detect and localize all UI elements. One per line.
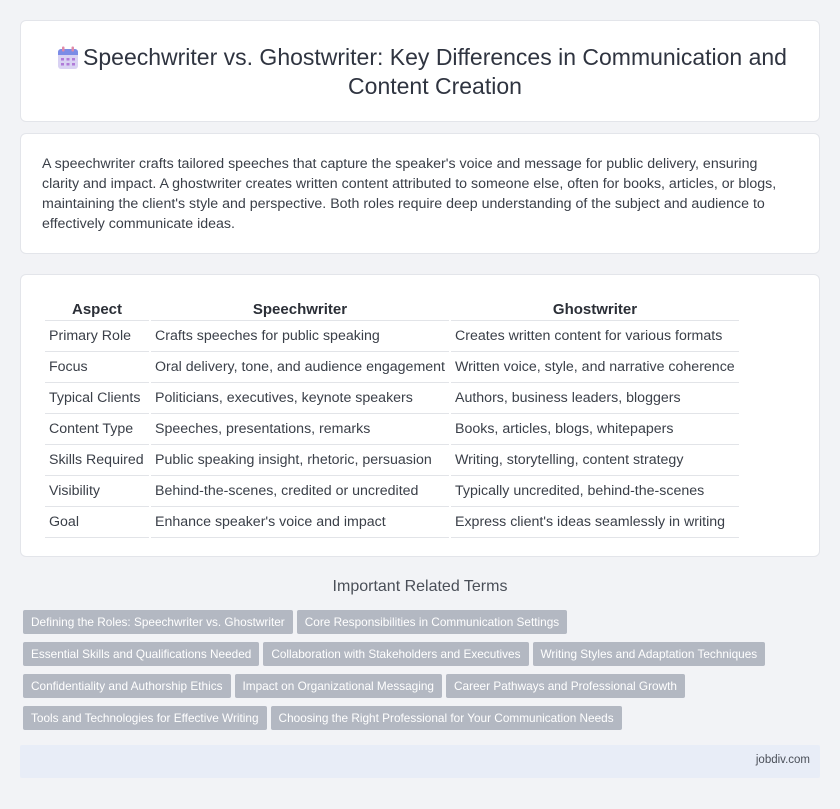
aspect-cell: Goal	[45, 507, 149, 538]
speechwriter-cell: Oral delivery, tone, and audience engagement	[151, 352, 449, 383]
related-terms-heading: Important Related Terms	[332, 578, 508, 595]
ghostwriter-cell: Books, articles, blogs, whitepapers	[451, 414, 739, 445]
footer-site-link[interactable]: jobdiv.com	[755, 754, 810, 766]
table-row	[45, 476, 739, 507]
ghostwriter-cell: Typically uncredited, behind-the-scenes	[451, 476, 739, 507]
ghostwriter-cell: Express client's ideas seamlessly in writing	[451, 507, 739, 538]
related-term-tag[interactable]: Tools and Technologies for Effective Writing	[23, 706, 267, 730]
related-term-tag[interactable]: Collaboration with Stakeholders and Executives	[263, 642, 528, 666]
column-header-ghostwriter: Ghostwriter	[451, 295, 739, 321]
speechwriter-cell: Politicians, executives, keynote speakers	[151, 383, 449, 414]
table-row	[45, 321, 739, 352]
table-row	[45, 414, 739, 445]
table-row	[45, 507, 739, 538]
intro-card	[20, 133, 820, 254]
speechwriter-cell: Behind-the-scenes, credited or uncredited	[151, 476, 449, 507]
table-row	[45, 352, 739, 383]
comparison-card	[20, 274, 820, 557]
related-terms-list	[23, 610, 803, 738]
aspect-cell: Visibility	[45, 476, 149, 507]
column-header-speechwriter: Speechwriter	[151, 295, 449, 321]
related-term-tag[interactable]: Choosing the Right Professional for Your Communication Needs	[271, 706, 622, 730]
related-term-tag[interactable]: Confidentiality and Authorship Ethics	[23, 674, 231, 698]
related-term-tag[interactable]: Core Responsibilities in Communication Settings	[297, 610, 567, 634]
column-header-aspect: Aspect	[45, 295, 149, 321]
speechwriter-cell: Speeches, presentations, remarks	[151, 414, 449, 445]
aspect-cell: Skills Required	[45, 445, 149, 476]
page-title: Speechwriter vs. Ghostwriter: Key Differences in Communication and Content Creation	[83, 44, 787, 99]
intro-paragraph: A speechwriter crafts tailored speeches that capture the speaker's voice and message for public delivery, ensuring clarity and impact. A ghostwriter creates written content attributed to someone else, often for books, articles, or blogs, maintaining the client's style and perspective. Both roles require deep understanding of the subject and audience to effectively communicate ideas.	[42, 156, 777, 232]
related-term-tag[interactable]: Impact on Organizational Messaging	[235, 674, 442, 698]
table-row	[45, 383, 739, 414]
aspect-cell: Content Type	[45, 414, 149, 445]
speechwriter-cell: Enhance speaker's voice and impact	[151, 507, 449, 538]
ghostwriter-cell: Writing, storytelling, content strategy	[451, 445, 739, 476]
table-header-row	[45, 295, 739, 321]
related-term-tag[interactable]: Writing Styles and Adaptation Techniques	[533, 642, 766, 666]
related-term-tag[interactable]: Essential Skills and Qualifications Needed	[23, 642, 259, 666]
aspect-cell: Primary Role	[45, 321, 149, 352]
header-card	[20, 20, 820, 122]
ghostwriter-cell: Authors, business leaders, bloggers	[451, 383, 739, 414]
ghostwriter-cell: Written voice, style, and narrative coherence	[451, 352, 739, 383]
aspect-cell: Focus	[45, 352, 149, 383]
related-term-tag[interactable]: Defining the Roles: Speechwriter vs. Ghostwriter	[23, 610, 293, 634]
speechwriter-cell: Public speaking insight, rhetoric, persuasion	[151, 445, 449, 476]
footer	[20, 745, 820, 778]
comparison-table	[43, 295, 741, 538]
speechwriter-cell: Crafts speeches for public speaking	[151, 321, 449, 352]
ghostwriter-cell: Creates written content for various formats	[451, 321, 739, 352]
aspect-cell: Typical Clients	[45, 383, 149, 414]
related-term-tag[interactable]: Career Pathways and Professional Growth	[446, 674, 685, 698]
table-row	[45, 445, 739, 476]
